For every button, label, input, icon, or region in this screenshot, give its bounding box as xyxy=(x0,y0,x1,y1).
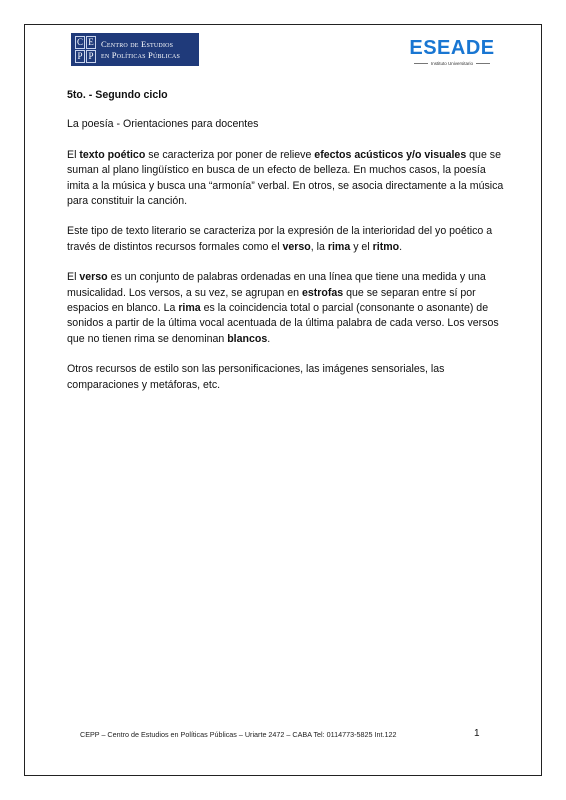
cepp-logo-line2: en Políticas Públicas xyxy=(101,49,181,60)
bold-term: ritmo xyxy=(372,240,400,253)
text-run: El xyxy=(67,271,80,284)
paragraph-verso xyxy=(67,270,507,347)
bold-term: blancos xyxy=(227,332,268,345)
bold-term: texto poético xyxy=(79,148,146,161)
cepp-monogram xyxy=(75,36,96,63)
paragraph-recursos-formales xyxy=(67,224,507,255)
eseade-rule-left xyxy=(414,63,428,64)
text-run: , la xyxy=(310,240,328,253)
eseade-logo xyxy=(404,38,500,68)
text-run: y el xyxy=(350,240,373,253)
page-number: 1 xyxy=(474,728,480,739)
bold-term: estrofas xyxy=(301,286,344,299)
text-run: . xyxy=(399,240,403,253)
eseade-rule-right xyxy=(476,63,490,64)
text-run: El xyxy=(67,148,80,161)
cepp-logo xyxy=(71,33,199,66)
document-heading: 5to. - Segundo ciclo xyxy=(67,89,168,101)
document-body xyxy=(67,88,507,393)
text-run: que se separan entre sí por espacios en blanco. La xyxy=(67,286,476,315)
cepp-letter: C xyxy=(76,37,83,47)
text-run: . xyxy=(267,332,271,345)
eseade-wordmark: ESEADE xyxy=(409,37,495,59)
paragraph-otros-recursos: Otros recursos de estilo son las personificaciones, las imágenes sensoriales, las comparaciones y metáforas, etc. xyxy=(67,363,445,391)
bold-term: efectos acústicos y/o visuales xyxy=(314,148,467,161)
paragraph-texto-poetico xyxy=(67,148,507,210)
document-subheading: La poesía - Orientaciones para docentes xyxy=(67,118,259,131)
text-run: es la coincidencia total o parcial (consonante o asonante) de sonidos a partir de la última vocal acentuada de la última palabra de cada verso. Los versos que no tienen rima se denominan xyxy=(67,302,499,345)
eseade-subtitle: Instituto Universitario xyxy=(430,61,474,66)
cepp-logo-text xyxy=(101,39,180,61)
text-run: es un conjunto de palabras ordenadas en una línea que tiene una medida y una musicalidad. Los versos, a su vez, se agrupan en xyxy=(67,271,486,299)
bold-term: rima xyxy=(327,240,351,253)
text-run: que se suman al plano lingüístico en busca de un efecto de belleza. En muchos casos, la poesía imita a la música y busca una “armonía” verbal. En otros, se asocia directamente a la música para constituir la canción. xyxy=(67,148,504,208)
bold-term: verso xyxy=(282,240,311,253)
bold-term: rima xyxy=(178,302,201,315)
text-run: se caracteriza por poner de relieve xyxy=(145,148,315,161)
cepp-letter: P xyxy=(86,50,96,63)
cepp-letter: E xyxy=(86,36,96,49)
cepp-logo-line1: Centro de Estudios xyxy=(101,38,174,49)
eseade-subtitle-row xyxy=(404,61,500,66)
bold-term: verso xyxy=(79,271,108,284)
cepp-letter: P xyxy=(75,50,85,63)
text-run: Este tipo de texto literario se caracteriza por la expresión de la interioridad del yo poético a través de distintos recursos formales como el xyxy=(67,225,493,253)
footer-text: CEPP – Centro de Estudios en Políticas Públicas – Uriarte 2472 – CABA Tel: 0114773-5825 Int.122 xyxy=(80,730,397,739)
